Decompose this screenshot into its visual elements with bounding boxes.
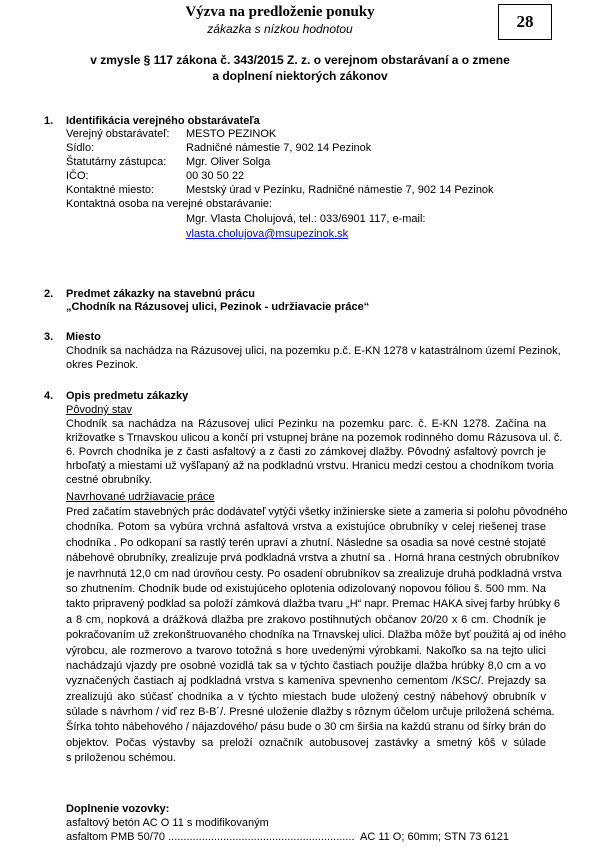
original-state-heading: Pôvodný stav <box>66 404 133 416</box>
proposed-works-line: chodníka . Po odkopaní sa rastlý terén upraví a zhutní. Následne sa osadia sa nové cestné stojaté <box>66 536 546 549</box>
proposed-works-line: chodníka. Potom sa vybúra vrchná asfaltová vrstva a existujúce obrubníky v celej riešenej trase <box>66 521 546 534</box>
contact-person-label: Kontaktná osoba na verejné obstarávanie: <box>66 198 273 210</box>
document-subtitle: zákazka s nízkou hodnotou <box>207 22 353 36</box>
pavement-line-2-right: AC 11 O; 60mm; STN 73 6121 <box>360 831 509 843</box>
proposed-works-line: objektov. Počas výstavby sa preloží označník autobusovej zastávky a smetný kôš v súlade <box>66 736 546 749</box>
law-reference <box>60 52 540 84</box>
statutory-representative-label: Štatutárny zástupca: <box>66 156 167 168</box>
contact-email-link[interactable]: vlasta.cholujova@msupezinok.sk <box>186 228 349 240</box>
proposed-works-line: nábehové obrubníky, zrealizuje prvá podkladná vrstva a zhutní sa . Horná hrana cestných obrubníkov <box>66 552 560 565</box>
page-number-box <box>498 4 552 40</box>
proposed-works-line: zrealizujú ako súčasť chodníka a v týchto miestach bude uložený cestný nábehový obrubník v <box>66 690 546 703</box>
ico-value: 00 30 50 22 <box>186 170 245 182</box>
section-1-number: 1. <box>44 115 54 127</box>
section-2-heading: Predmet zákazky na stavebnú prácu <box>66 288 255 300</box>
contracting-authority-label: Verejný obstarávateľ: <box>66 128 170 140</box>
original-state-paragraph <box>66 417 563 487</box>
proposed-works-line: súlade s návrhom / viď rez B-B´/. Presné uloženie dlažby s rôznym účelom určuje priložená schéma. <box>66 706 555 719</box>
pavement-heading: Doplnenie vozovky: <box>66 803 170 815</box>
proposed-works-line: Pred začatím stavebných prác dodávateľ vytýči všetky inžinierske siete a zameria si polohu pôvodného <box>66 506 568 518</box>
original-state-line: križovatke s Trnavskou ulicou a končí pri vstupnej bráne na pozemok rodinného domu Rázusova ul. č. <box>66 432 563 444</box>
proposed-works-line: vyznačených častiach aj podkladná vrstva s kameniva spevnenho cementom /KSC/. Prejazdy sa <box>66 675 546 688</box>
proposed-works-line: je navrhnutá 12,0 cm nad úrovňou cesty. Po osadení obrubníkov sa zrealizuje druhá podkladná vrstva <box>66 567 562 580</box>
proposed-works-line: Šírka tohto nábehového / nájazdového/ pásu bude o 30 cm širšia na každú stranu od šírky brán do <box>66 721 547 734</box>
original-state-line: 6. Povrch chodníka je z časti asfaltový a z časti zo zámkovej dlažby. Pôvodný asfaltový povrch je <box>66 446 546 458</box>
contact-place-value: Mestský úrad v Pezinku, Radničné námestie 7, 902 14 Pezinok <box>186 184 494 196</box>
section-3-number: 3. <box>44 331 54 343</box>
ico-label: IČO: <box>66 170 89 182</box>
proposed-works-line: a 8 cm, nopková a drážková dlažba pre zrakovo postihnutých občanov 20/20 x 6 cm. Chodník je <box>66 613 546 626</box>
contact-person-value: Mgr. Vlasta Cholujová, tel.: 033/6901 117, e-mail: <box>186 213 426 225</box>
seat-value: Radničné námestie 7, 902 14 Pezinok <box>186 142 372 154</box>
proposed-works-line: takto pripravený podklad sa položí zámková dlažba tvaru „H“ napr. Premac HAKA sivej farby hrúbky 6 <box>66 598 561 611</box>
proposed-works-line: s priloženou schémou. <box>66 752 177 765</box>
page-number: 28 <box>516 12 534 31</box>
proposed-works-line: výrobcu, ale rozmerovo a tvarovo totožná s hore uvedenými výrobkami. Nakoľko sa na tejto ulici <box>66 644 546 657</box>
section-4-heading: Opis predmetu zákazky <box>66 390 189 402</box>
section-1-heading: Identifikácia verejného obstarávateľa <box>66 115 260 127</box>
proposed-works-line: so zhutnením. Chodník bude od existujúceho oplotenia odizolovaný nopovou fóliou š. 500 mm. Na <box>66 582 546 595</box>
seat-label: Sídlo: <box>66 142 95 154</box>
contract-subject: „Chodník na Rázusovej ulici, Pezinok - udržiavacie práce“ <box>66 301 370 313</box>
section-2-number: 2. <box>44 288 54 300</box>
document-title: Výzva na predloženie ponuky <box>185 4 375 20</box>
contracting-authority-value: MESTO PEZINOK <box>186 128 277 140</box>
law-reference-line-2: a doplnení niektorých zákonov <box>212 69 388 83</box>
location-line: Chodník sa nachádza na Rázusovej ulici, na pozemku p.č. E-KN 1278 v katastrálnom území Pezinok, <box>66 345 561 357</box>
location-line: okres Pezinok. <box>66 359 139 371</box>
proposed-works-heading: Navrhované udržiavacie práce <box>66 491 215 503</box>
proposed-works-line: pokračovaním už zrekonštruovaného chodníka na Trnavskej ulici. Dlažba môže byť použitá aj od iného <box>66 629 567 642</box>
section-3-heading: Miesto <box>66 331 101 343</box>
section-4-number: 4. <box>44 390 54 402</box>
proposed-works-paragraph <box>66 505 568 767</box>
proposed-works-line: nachádzajú vjazdy pre osobné vozidlá tak sa v týchto častiach použije dlažba hrúbky 8,0 cm a vo <box>66 659 546 672</box>
law-reference-line-1: v zmysle § 117 zákona č. 343/2015 Z. z. o verejnom obstarávaní a o zmene <box>90 53 510 67</box>
original-state-line: Chodník sa nachádza na Rázusovej ulici Pezinku na pozemku parc. č. E-KN 1278. Začína na <box>66 418 546 430</box>
statutory-representative-value: Mgr. Oliver Solga <box>186 156 271 168</box>
pavement-line-2-left: asfaltom PMB 50/70 ............................................................. <box>66 831 355 843</box>
pavement-line-1: asfaltový betón AC O 11 s modifikovaným <box>66 817 269 829</box>
original-state-line: cestné obrubníky. <box>66 474 153 486</box>
contact-place-label: Kontaktné miesto: <box>66 184 155 196</box>
original-state-line: hrboľatý a miestami už vyšľapaný až na podkladnú vrstvu. Hranicu medzi cestou a chodníkom tvoria <box>66 460 554 472</box>
location-paragraph <box>66 344 561 372</box>
